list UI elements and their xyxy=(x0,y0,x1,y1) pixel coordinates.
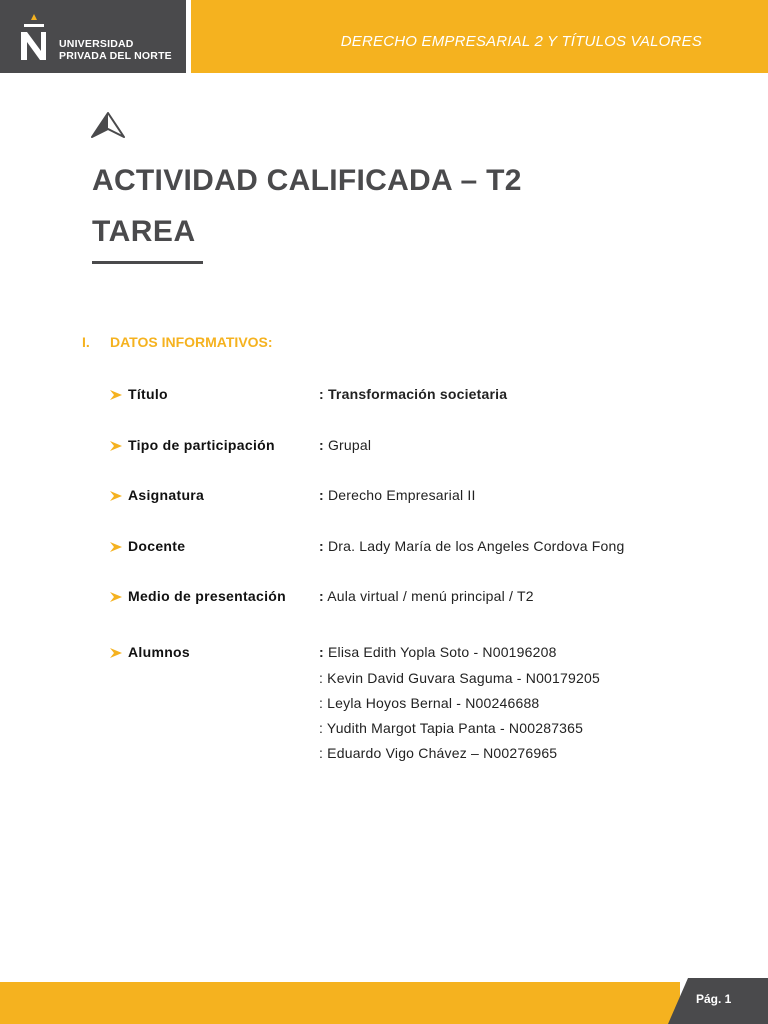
field-colon: : xyxy=(319,588,324,604)
bullet-arrow-icon xyxy=(110,490,122,502)
page-header xyxy=(0,0,768,73)
field-value xyxy=(319,644,557,660)
field-label: Medio de presentación xyxy=(128,588,286,604)
field-value xyxy=(319,588,534,604)
footer-bar xyxy=(0,982,680,1024)
field-value-text: Derecho Empresarial II xyxy=(323,487,476,503)
field-value-text: Elisa Edith Yopla Soto - N00196208 xyxy=(323,644,557,660)
header-bar xyxy=(191,0,768,73)
student-line: : Yudith Margot Tapia Panta - N00287365 xyxy=(319,720,584,736)
document-subtitle: TAREA xyxy=(92,215,196,248)
student-line: : Leyla Hoyos Bernal - N00246688 xyxy=(319,695,540,711)
logo-line-2: PRIVADA DEL NORTE xyxy=(59,50,172,62)
field-value xyxy=(319,487,476,503)
field-colon: : xyxy=(319,644,324,660)
title-underline xyxy=(92,261,203,264)
field-value xyxy=(319,437,371,453)
course-title: DERECHO EMPRESARIAL 2 Y TÍTULOS VALORES xyxy=(340,33,702,50)
field-label: Docente xyxy=(128,538,186,554)
bullet-arrow-icon xyxy=(110,389,122,401)
student-line: : Kevin David Guvara Saguma - N00179205 xyxy=(319,670,600,686)
field-value: : Transformación societaria xyxy=(319,386,508,402)
bullet-arrow-icon xyxy=(110,591,122,603)
bullet-arrow-icon xyxy=(110,440,122,452)
logo-line-1: UNIVERSIDAD xyxy=(59,38,134,50)
field-label: Alumnos xyxy=(128,644,190,660)
field-value-text: Grupal xyxy=(323,437,372,453)
page-number: Pág. 1 xyxy=(696,992,732,1006)
field-value-text: Dra. Lady María de los Angeles Cordova Fong xyxy=(323,538,625,554)
section-number: I. xyxy=(82,334,90,350)
field-colon: : xyxy=(319,437,324,453)
field-label: Tipo de participación xyxy=(128,437,275,453)
bullet-arrow-icon xyxy=(110,541,122,553)
field-label: Asignatura xyxy=(128,487,205,503)
logo-wordmark xyxy=(59,38,172,62)
document-title: ACTIVIDAD CALIFICADA – T2 xyxy=(92,164,522,197)
field-label: Título xyxy=(128,386,168,402)
university-logo xyxy=(0,0,186,73)
upn-logo-icon xyxy=(18,14,50,62)
arrow-icon xyxy=(90,111,126,139)
field-colon: : xyxy=(319,487,324,503)
field-colon: : xyxy=(319,538,324,554)
bullet-arrow-icon xyxy=(110,647,122,659)
field-value-text: Aula virtual / menú principal / T2 xyxy=(323,588,534,604)
section-label: DATOS INFORMATIVOS: xyxy=(110,334,273,350)
student-line: : Eduardo Vigo Chávez – N00276965 xyxy=(319,745,558,761)
field-value xyxy=(319,538,625,554)
section-heading xyxy=(82,334,273,350)
